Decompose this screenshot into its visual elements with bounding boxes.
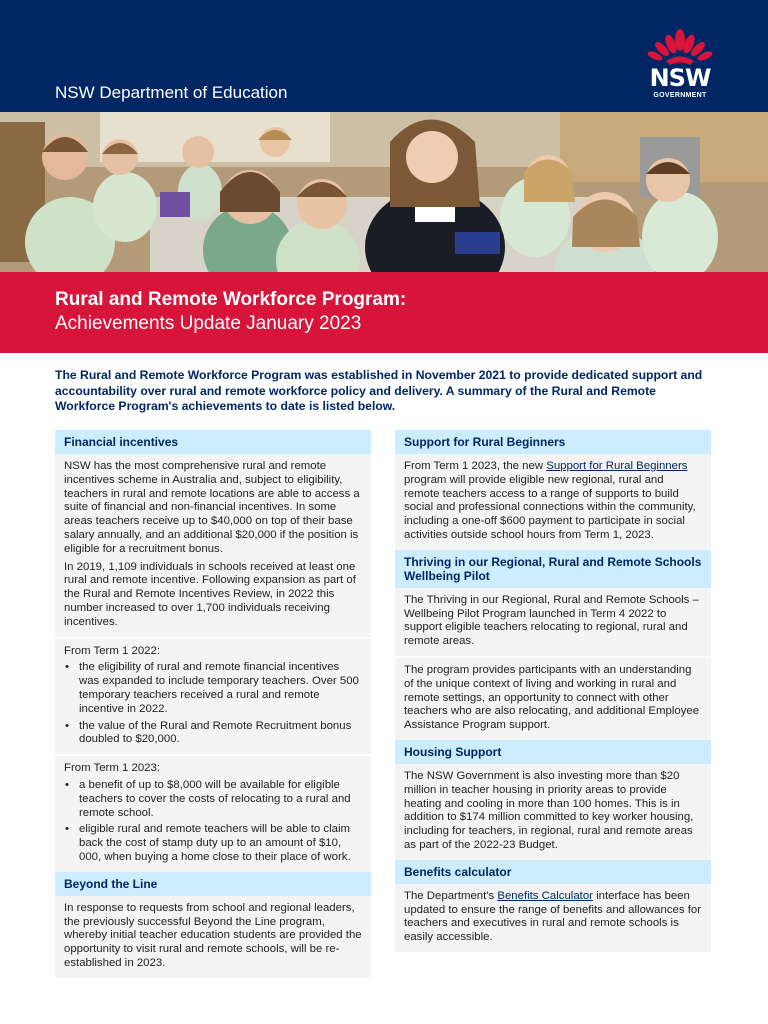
wellbeing-pilot-paragraph-2: The program provides participants with an understanding of the unique context of living and working in rural and remote settings, an opportunity to connect with other teachers who are also relocating, and additional Employee Assistance Program support. xyxy=(404,663,700,732)
beyond-the-line-text xyxy=(55,896,371,978)
document-title: Rural and Remote Workforce Program: xyxy=(55,289,407,310)
document-subtitle: Achievements Update January 2023 xyxy=(55,313,362,334)
wellbeing-pilot-paragraph-1: The Thriving in our Regional, Rural and Remote Schools – Wellbeing Pilot Program launched in Term 4 2022 to support eligible teachers relocating to regional, rural and remote areas. xyxy=(404,593,699,648)
department-name: NSW Department of Education xyxy=(55,83,288,102)
waratah-icon xyxy=(640,28,720,68)
logo-subtitle: GOVERNMENT xyxy=(653,92,707,99)
section-heading-rural-beginners: Support for Rural Beginners xyxy=(395,430,711,454)
term-2023-block xyxy=(55,754,371,872)
intro-paragraph: The Rural and Remote Workforce Program was established in November 2021 to provide dedicated support and accountability over rural and remote workforce policy and delivery. A summary of the Rural and Remote Workforce Program's achievements to date is listed below. xyxy=(55,368,703,413)
wellbeing-pilot-intro xyxy=(395,588,711,656)
term-2022-block xyxy=(55,637,371,755)
benefits-calculator-paragraph xyxy=(404,890,702,945)
housing-support-paragraph: The NSW Government is also investing more than $20 million in teacher housing in priority areas to provide heating and cooling in more than 100 homes. This is in addition to $174 million committed to key worker housing, including for teachers, in regional, rural and remote areas as part of the 2022-23 Budget. xyxy=(404,769,694,851)
term-2022-list xyxy=(64,661,362,747)
term-2023-label: From Term 1 2023: xyxy=(64,762,161,775)
section-heading-beyond-the-line: Beyond the Line xyxy=(55,872,371,896)
section-heading-financial-incentives: Financial incentives xyxy=(55,430,371,454)
benefits-calculator-text xyxy=(395,884,711,952)
list-item: • the value of the Rural and Remote Recruitment bonus doubled to $20,000. xyxy=(64,720,362,748)
financial-overview xyxy=(55,454,371,637)
header-bar xyxy=(0,0,768,112)
list-item: • the eligibility of rural and remote financial incentives was expanded to include temporary teachers. Over 500 temporary teachers received a rural and remote incentive in 2022. xyxy=(64,661,362,716)
housing-support-text xyxy=(395,764,711,860)
left-column xyxy=(55,430,371,978)
financial-paragraph-1: NSW has the most comprehensive rural and remote incentives scheme in Australia and, subject to eligibility, teachers in rural and remote locations are able to access a suite of financial and non-financial incentives. In some areas teachers receive up to $40,000 on top of their base salary annually, and an additional $20,000 if the position is eligible for a recruitment bonus. xyxy=(64,460,360,555)
list-item: • eligible rural and remote teachers will be able to claim back the cost of stamp duty up to an amount of $10, 000, when buying a home close to their place of work. xyxy=(64,823,362,864)
section-heading-housing-support: Housing Support xyxy=(395,740,711,764)
title-banner xyxy=(0,272,768,353)
wellbeing-pilot-details xyxy=(395,656,711,740)
section-heading-benefits-calculator: Benefits calculator xyxy=(395,860,711,884)
classroom-photo xyxy=(0,112,768,272)
financial-paragraph-2: In 2019, 1,109 individuals in schools received at least one rural and remote incentive. Following expansion as part of the Rural and Remote Incentives Review, in 2022 this number increased to over 1,700 individuals receiving incentives. xyxy=(64,560,356,628)
term-2023-list xyxy=(64,779,362,865)
benefits-calculator-text-after: interface has been updated to ensure the range of benefits and allowances for teachers and executives in rural and remote schools is easily accessible. xyxy=(404,889,701,944)
beyond-the-line-paragraph: In response to requests from school and regional leaders, the previously successful Beyond the Line program, whereby initial teacher education students are provided the opportunity to visit rural and remote schools, will be re-established in 2023. xyxy=(64,901,362,969)
section-heading-wellbeing-pilot: Thriving in our Regional, Rural and Remote Schools Wellbeing Pilot xyxy=(395,550,711,588)
term-2022-label: From Term 1 2022: xyxy=(64,644,161,657)
benefits-calculator-text-before: The Department's xyxy=(404,889,498,902)
nsw-government-logo xyxy=(640,28,720,103)
rural-beginners-text-after: program will provide eligible new regional, rural and remote teachers access to a range of supports to build social and professional connections within the community, including a one-off $600 payment to participate in social activities outside school hours from Term 1, 2023. xyxy=(404,473,696,541)
right-column xyxy=(395,430,711,952)
logo-wordmark: NSW xyxy=(649,64,711,92)
benefits-calculator-link[interactable]: Benefits Calculator xyxy=(497,889,593,902)
support-for-rural-beginners-link[interactable]: Support for Rural Beginners xyxy=(546,460,688,472)
list-item: • a benefit of up to $8,000 will be available for eligible teachers to cover the costs of relocating to a rural and remote school. xyxy=(64,779,362,820)
rural-beginners-text-before: From Term 1 2023, the new xyxy=(404,460,547,472)
rural-beginners-paragraph xyxy=(404,460,702,543)
rural-beginners-text xyxy=(395,454,711,550)
